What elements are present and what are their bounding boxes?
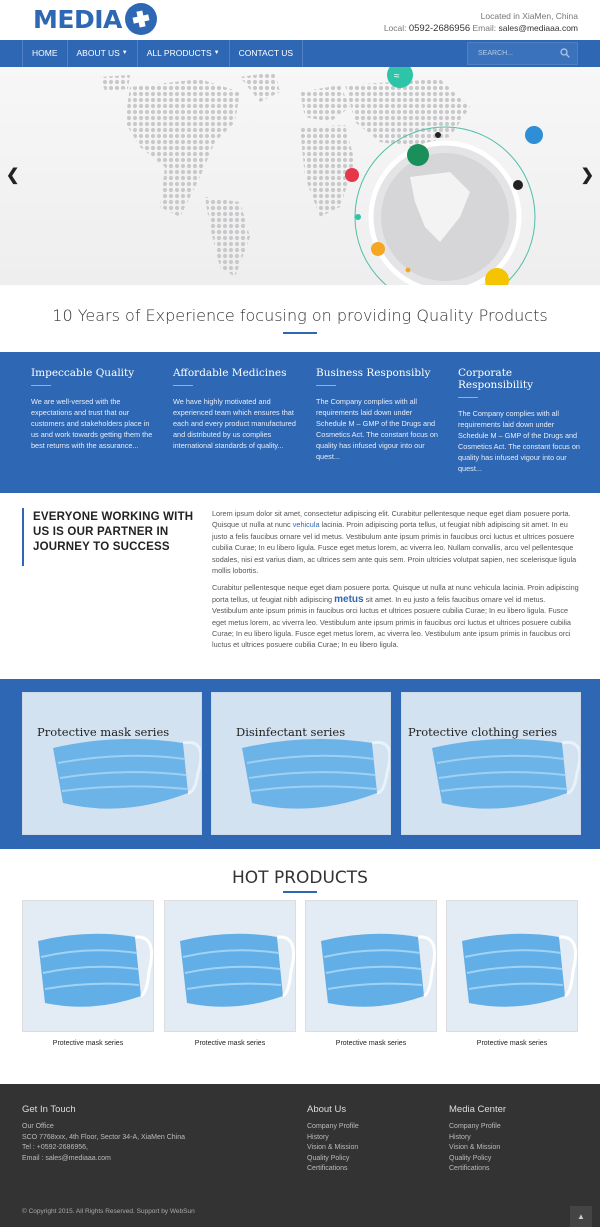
- site-footer: [0, 1084, 600, 1227]
- header-phone: 0592-2686956: [408, 23, 471, 34]
- caret-down-icon: ▼: [213, 50, 220, 56]
- text-span: lacinia. Proin adipiscing porta tellus, ut feugiat nibh adipiscing sit amet. In eu justo a felis faucibus ornare vel id metus. Vestibulum ante ipsum primis in faucibus orci luctus et ultrices posuere cubilia Curae; In eu libero ligula. Fusce eget metus lorem, ac viverra leo. Nullam convallis, arcu vel pellentesque sodales, nisi est varius diam, ac ultrices sem ante quis sem. Proin ultricies volutpat sapien, nec scelerisque ligula mollis lobortis.: [212, 520, 577, 576]
- text-span: Lorem ipsum dolor sit amet, consectetur adipiscing elit. Curabitur pellentesque neque eget diam posuere porta. Quisque ut nulla at nunc: [212, 509, 571, 530]
- footer-link[interactable]: Vision & Mission: [307, 1144, 359, 1152]
- footer-heading: Get In Touch: [22, 1104, 76, 1115]
- feature-text: We have highly motivated and experienced team which ensures that each and every product manufactured and distributed by us complies international standards of quality...: [173, 397, 296, 450]
- logo-text: MEDIA: [33, 4, 122, 34]
- main-nav: [0, 40, 600, 67]
- email-label: Email:: [470, 23, 499, 33]
- nav-home[interactable]: [22, 40, 68, 67]
- series-card-disinfectant[interactable]: [211, 692, 391, 835]
- feature-divider: [31, 385, 51, 386]
- partner-accent-bar: [22, 508, 24, 566]
- nav-products-label: ALL PRODUCTS: [146, 48, 212, 58]
- slider-prev-button[interactable]: ❮: [6, 167, 20, 184]
- product-image: [165, 901, 296, 1032]
- nav-all-products[interactable]: [138, 40, 230, 67]
- feature-title: Corporate Responsibility: [458, 367, 534, 391]
- header-email[interactable]: sales@mediaaa.com: [498, 23, 578, 33]
- feature-impeccable-quality: [31, 367, 159, 451]
- feature-business-responsibly: [316, 367, 444, 462]
- feature-divider: [173, 385, 193, 386]
- product-image: [447, 901, 578, 1032]
- footer-link[interactable]: Quality Policy: [449, 1154, 492, 1162]
- series-label: Protective clothing series: [408, 725, 558, 739]
- mask-image: [23, 693, 202, 835]
- search-icon[interactable]: [560, 48, 570, 58]
- nav-about-us[interactable]: [68, 40, 138, 67]
- footer-link[interactable]: Company Profile: [449, 1123, 501, 1130]
- partner-paragraph-2: [212, 582, 580, 650]
- footer-link[interactable]: Certifications: [449, 1165, 490, 1173]
- footer-tel: Tel : +0592-2686956,: [22, 1144, 88, 1152]
- footer-get-in-touch: [22, 1104, 185, 1164]
- mask-image: [402, 693, 581, 835]
- product-card[interactable]: [305, 900, 437, 1032]
- footer-email[interactable]: Email : sales@mediaaa.com: [22, 1154, 111, 1162]
- nav-home-label: HOME: [32, 48, 58, 58]
- feature-title: Affordable Medicines: [173, 367, 287, 379]
- phone-label: Local:: [383, 23, 409, 33]
- search-input[interactable]: [468, 43, 558, 64]
- footer-heading: Media Center: [449, 1104, 507, 1115]
- heading-divider: [283, 891, 317, 893]
- feature-corporate-responsibility: [458, 367, 586, 474]
- feature-divider: [458, 397, 478, 398]
- footer-link[interactable]: History: [307, 1133, 329, 1141]
- header-contact: [384, 10, 578, 35]
- feature-text: The Company complies with all requirements laid down under Schedule M – GMP of the Drugs and Cosmetics Act. The constant focus on quality has infused vigour into our quest...: [458, 409, 580, 473]
- footer-link[interactable]: Vision & Mission: [449, 1144, 501, 1152]
- search-box: [467, 42, 578, 65]
- footer-about-us: [307, 1104, 359, 1175]
- caret-down-icon: ▼: [121, 50, 128, 56]
- text-span: Curabitur pellentesque neque eget diam posuere porta. Quisque ut nulla at nunc vehicula lacinia. Proin adipiscing porta tellus, ut feugiat nibh adipiscing: [212, 583, 579, 604]
- logo-cross-icon: [125, 3, 157, 35]
- copyright: © Copyright 2015. All Rights Reserved. Support by WebSun: [22, 1208, 195, 1215]
- product-name[interactable]: Protective mask series: [335, 1040, 407, 1047]
- product-card[interactable]: [22, 900, 154, 1032]
- series-section: [0, 679, 600, 849]
- highlight-link[interactable]: vehicula: [292, 520, 320, 530]
- product-name[interactable]: Protective mask series: [52, 1040, 124, 1047]
- nav-about-label: ABOUT US: [76, 48, 120, 58]
- footer-line: Our Office: [22, 1123, 54, 1130]
- experience-heading: 10 Years of Experience focusing on providing Quality Products: [52, 306, 548, 325]
- feature-text: We are well-versed with the expectations and trust that our customers and stakeholders place in us and work towards getting them the best returns with the assurance...: [31, 397, 153, 450]
- footer-link[interactable]: Certifications: [307, 1165, 348, 1173]
- series-card-mask[interactable]: [22, 692, 202, 835]
- footer-link[interactable]: Company Profile: [307, 1123, 359, 1130]
- series-label: Protective mask series: [37, 725, 170, 739]
- product-card[interactable]: [446, 900, 578, 1032]
- feature-text: The Company complies with all requirements laid down under Schedule M – GMP of the Drugs and Cosmetics Act. The constant focus on quality has infused vigour into our quest...: [316, 397, 438, 461]
- product-image: [306, 901, 437, 1032]
- heading-divider: [283, 332, 317, 334]
- footer-address: SCO 7768xxx, 4th Floor, Sector 34-A, XiaMen China: [22, 1133, 186, 1141]
- feature-affordable-medicines: [173, 367, 301, 451]
- header-location: Located in XiaMen, China: [480, 11, 578, 21]
- feature-title: Business Responsibly: [316, 367, 431, 379]
- hero-slider: [0, 67, 600, 285]
- nav-contact-label: CONTACT US: [238, 48, 294, 58]
- product-card[interactable]: [164, 900, 296, 1032]
- product-name[interactable]: Protective mask series: [194, 1040, 266, 1047]
- series-label: Disinfectant series: [236, 725, 346, 739]
- partner-paragraph-1: [212, 508, 580, 576]
- site-header: [0, 0, 600, 40]
- feature-title: Impeccable Quality: [31, 367, 135, 379]
- feature-divider: [316, 385, 336, 386]
- nav-contact-us[interactable]: [230, 40, 303, 67]
- highlight-link[interactable]: metus: [334, 593, 364, 605]
- back-to-top-button[interactable]: ▲: [570, 1206, 592, 1227]
- partner-heading: EVERYONE WORKING WITH US IS OUR PARTNER IN JOURNEY TO SUCCESS: [33, 511, 194, 553]
- footer-link[interactable]: Quality Policy: [307, 1154, 350, 1162]
- hero-world-map-image: [0, 67, 600, 285]
- svg-text:≈: ≈: [394, 71, 400, 82]
- hot-products-heading: HOT PRODUCTS: [232, 868, 368, 888]
- text-span: sit amet. In eu justo a felis faucibus ornare vel id metus. Vestibulum ante ipsum primis in faucibus orci luctus et ultrices posuere cubilia Curae; In eu libero ligula. Fusce eget metus lorem, ac viverra leo. Vestibulum ante ipsum primis in faucibus orci luctus et ultrices posuere cubilia Curae; In eu libero ligula. Fusce eget metus lorem, ac viverra leo. Vestibulum ante ipsum primis in faucibus orci luctus et ultrices posuere cubilia Curae; In eu libero ligula.: [212, 594, 571, 650]
- product-image: [23, 901, 154, 1032]
- partner-text: [212, 508, 580, 657]
- footer-link[interactable]: History: [449, 1133, 471, 1141]
- series-card-clothing[interactable]: [401, 692, 581, 835]
- features-section: [0, 352, 600, 493]
- logo[interactable]: [33, 4, 157, 34]
- product-name[interactable]: Protective mask series: [476, 1040, 548, 1047]
- mask-image: [212, 693, 391, 835]
- footer-heading: About Us: [307, 1104, 347, 1115]
- footer-media-center: [449, 1104, 506, 1175]
- slider-next-button[interactable]: ❯: [580, 167, 594, 184]
